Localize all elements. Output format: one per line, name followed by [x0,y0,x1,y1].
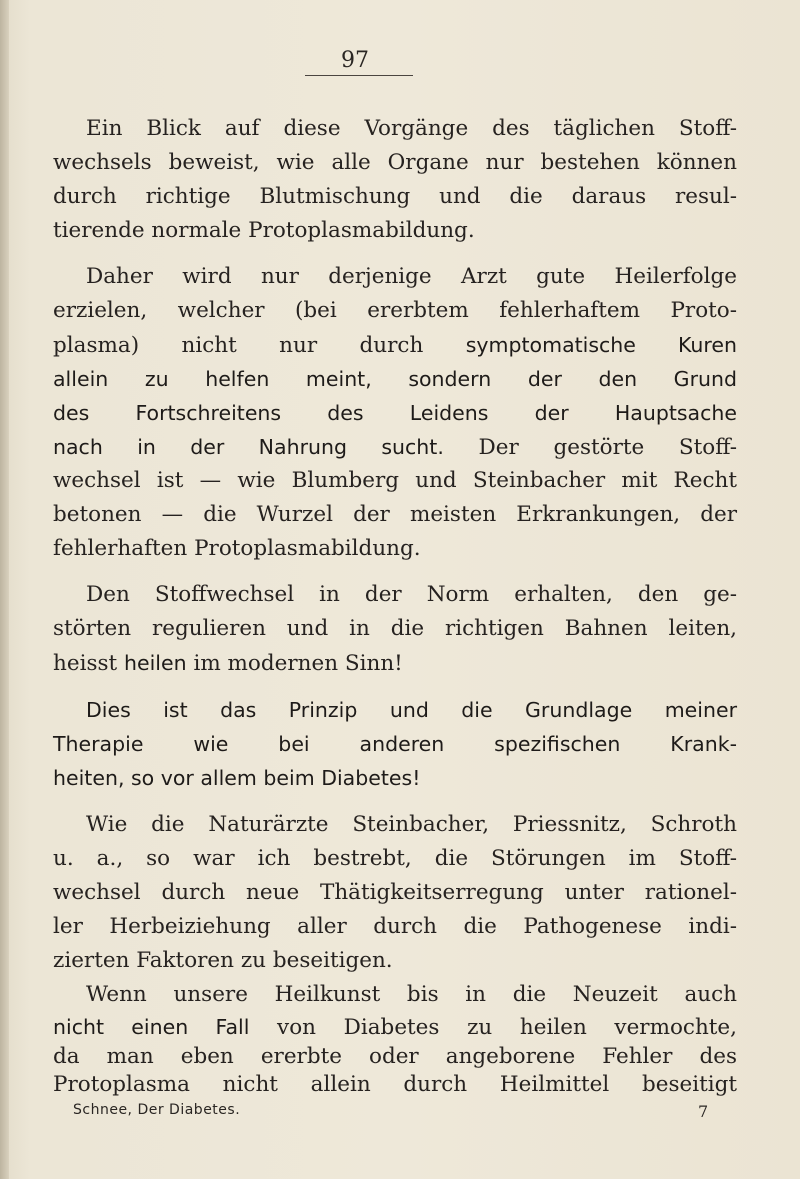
emphasis-text: nach in der Nahrung sucht. [53,435,444,459]
emphasis-text: heilen [124,651,187,675]
text-line: zierten Faktoren zu beseitigen. [53,948,393,973]
text-line: betonen — die Wurzel der meisten Erkrankungen, der [53,502,737,527]
text-line: störten regulieren und in die richtigen Bahnen leiten, [53,616,737,641]
text-line: Protoplasma nicht allein durch Heilmittel beseitigt [53,1072,737,1097]
footer-signature: Schnee, Der Diabetes. [73,1102,241,1118]
text-line: erzielen, welcher (bei ererbtem fehlerhaftem Proto- [53,298,737,323]
emphasis-text: nicht einen Fall [53,1015,250,1039]
text-line: Wenn unsere Heilkunst bis in die Neuzeit auch [86,982,737,1007]
footer-sheet-number: 7 [698,1102,709,1121]
text-line: fehlerhaften Protoplasmabildung. [53,536,421,561]
text-span: plasma) nicht nur durch [53,333,466,358]
text-line: heiten, so vor allem beim Diabetes! [53,766,421,790]
page-number-rule [305,75,413,76]
text-line [53,328,737,363]
text-line: u. a., so war ich bestrebt, die Störungen im Stoff- [53,846,737,871]
text-line: Daher wird nur derjenige Arzt gute Heilerfolge [86,264,737,289]
text-line: Den Stoffwechsel in der Norm erhalten, den ge- [86,582,737,607]
text-line: Wie die Naturärzte Steinbacher, Priessnitz, Schroth [86,812,737,837]
text-line: Ein Blick auf diese Vorgänge des täglichen Stoff- [86,116,737,141]
emphasis-text: symptomatische Kuren [465,333,738,357]
text-line: tierende normale Protoplasmabildung. [53,218,475,243]
text-line: da man eben ererbte oder angeborene Fehler des [53,1044,737,1069]
text-span: heisst [53,651,124,676]
text-span: von Diabetes zu heilen vermochte, [249,1015,737,1040]
text-span: im modernen Sinn! [186,651,403,676]
text-line: allein zu helfen meint, sondern der den Grund [53,367,737,391]
text-line: Dies ist das Prinzip und die Grundlage meiner [86,698,737,722]
text-span: Der gestörte Stoff- [443,435,737,460]
text-line: Therapie wie bei anderen spezifischen Krank- [53,732,737,756]
page-spine-shadow [0,0,9,1179]
text-line: des Fortschreitens des Leidens der Hauptsache [53,401,737,425]
text-line: durch richtige Blutmischung und die daraus resul- [53,184,737,209]
text-line: wechsels beweist, wie alle Organe nur bestehen können [53,150,737,175]
text-line [53,430,737,465]
page-number: 97 [341,48,369,73]
text-line: ler Herbeiziehung aller durch die Pathogenese indi- [53,914,737,939]
text-line: wechsel ist — wie Blumberg und Steinbacher mit Recht [53,468,737,493]
text-line [53,646,737,681]
text-line: wechsel durch neue Thätigkeitserregung unter rationel- [53,880,737,905]
